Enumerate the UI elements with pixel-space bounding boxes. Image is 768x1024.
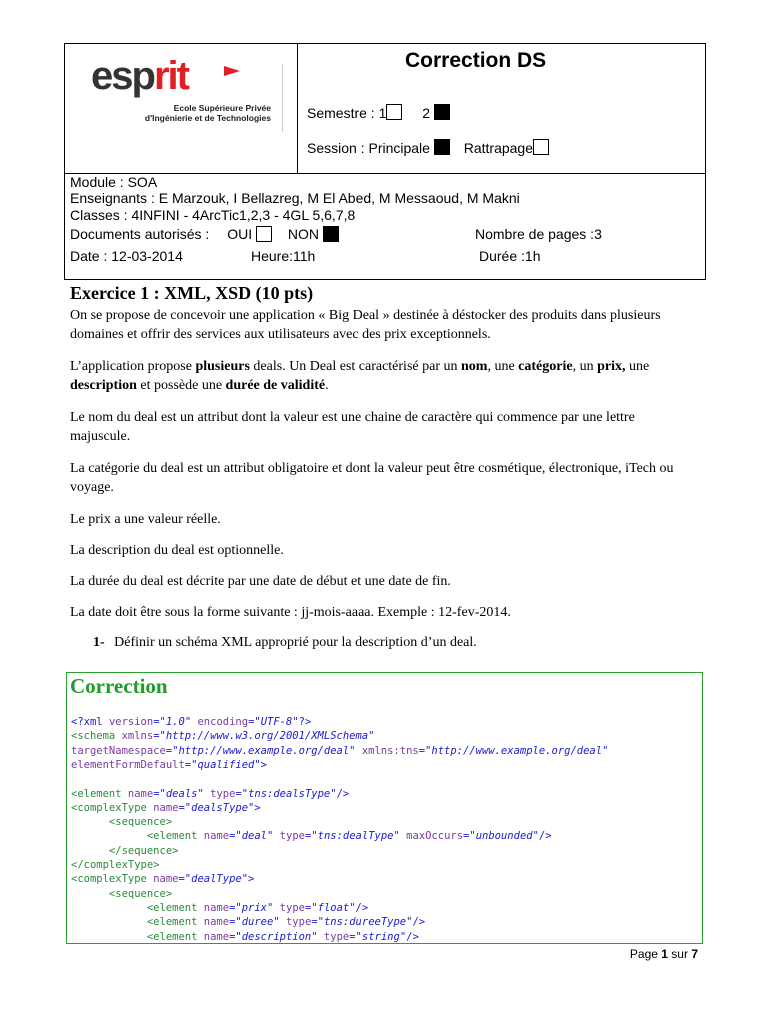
code-token: unbounded: [475, 830, 533, 843]
semestre-2-checkbox: [434, 104, 450, 120]
question-1: [93, 635, 477, 651]
code-line: [71, 915, 425, 929]
logo-rule: [282, 64, 283, 132]
code-token: ": [184, 716, 198, 728]
header-divider: [297, 44, 298, 173]
code-token: =": [229, 930, 242, 943]
heure-field: Heure:11h: [251, 248, 316, 264]
code-token: =": [229, 916, 242, 929]
code-token: "/>: [330, 787, 350, 800]
code-token: <element: [71, 787, 128, 800]
code-token: =": [229, 830, 242, 843]
code-line: [71, 815, 172, 829]
code-token: type: [323, 930, 350, 943]
code-token: ": [267, 901, 280, 914]
code-line: [71, 729, 374, 743]
code-token: <sequence>: [71, 887, 173, 900]
documents-row: [70, 226, 339, 242]
code-token: =": [304, 830, 318, 843]
page-footer: Page 1 sur 7: [629, 947, 698, 961]
code-token: name: [203, 930, 230, 943]
document-title: Correction DS: [405, 49, 547, 72]
oui-checkbox: [256, 226, 272, 242]
code-token: "?>: [292, 716, 312, 728]
document-header: [64, 43, 706, 280]
correction-box: [66, 672, 703, 944]
session-principale-checkbox: [434, 139, 450, 155]
semestre-1-checkbox: [386, 104, 402, 120]
code-token: name: [203, 916, 230, 929]
code-line: [71, 887, 172, 901]
code-token: duree: [241, 916, 274, 929]
code-token: http://www.w3.org/2001/XMLSchema: [165, 730, 369, 743]
code-token: description: [241, 930, 312, 943]
question-text: Définir un schéma XML approprié pour la description d’un deal.: [114, 635, 477, 650]
code-token: tns:dureeType: [323, 916, 407, 929]
session-row: [307, 139, 549, 156]
code-line: [71, 758, 267, 772]
code-token: "/>: [532, 830, 552, 843]
logo-flag-icon: [224, 66, 240, 76]
code-token: deal: [241, 830, 268, 843]
page-number: 1: [661, 947, 668, 961]
exercise-title: Exercice 1 : XML, XSD (10 pts): [70, 283, 314, 303]
code-token: <?xml: [71, 716, 109, 728]
code-token: qualified: [197, 758, 255, 771]
code-token: encoding: [197, 716, 249, 728]
session-principale-label: Session : Principale: [307, 140, 430, 156]
code-token: ": [393, 830, 407, 843]
enseignants-line: Enseignants : E Marzouk, I Bellazreg, M El Abed, M Messaoud, M Makni: [70, 190, 520, 206]
code-line: [71, 930, 419, 944]
esprit-logo: [91, 52, 291, 132]
code-token: name: [203, 901, 230, 914]
code-line: [71, 744, 608, 758]
code-line: [71, 844, 178, 858]
code-token: =": [165, 744, 179, 757]
code-token: prix: [241, 901, 268, 914]
code-token: float: [317, 901, 350, 914]
code-token: http://www.example.org/deal: [178, 744, 350, 757]
code-token: </complexType>: [71, 859, 160, 871]
correction-title: Correction: [70, 674, 168, 698]
paragraph-deal-attributes: L’application propose plusieurs deals. Un Deal est caractérisé par un nom, une catégorie, un prix, une description et possède une durée de validité.: [70, 359, 650, 393]
code-token: <complexType: [71, 801, 154, 814]
semestre-row: [307, 104, 450, 121]
code-token: =": [178, 801, 192, 814]
code-token: ": [368, 730, 375, 743]
code-token: =": [178, 873, 192, 886]
rattrapage-checkbox: [533, 139, 549, 155]
semestre-2-label: 2: [422, 105, 431, 121]
paragraph-duree: La durée du deal est décrite par une date de début et une date de fin.: [70, 574, 451, 589]
code-token: deals: [165, 787, 198, 800]
code-token: type: [279, 901, 305, 914]
module-line: Module : SOA: [70, 174, 158, 190]
code-token: maxOccurs: [406, 830, 464, 843]
code-token: 1.0: [165, 716, 185, 728]
code-line: [71, 715, 311, 729]
page-total: 7: [691, 947, 698, 961]
code-token: =": [418, 744, 432, 757]
code-token: version: [108, 716, 154, 728]
code-token: name: [127, 787, 154, 800]
code-token: name: [153, 873, 179, 886]
code-token: xmlns:tns: [361, 744, 419, 757]
paragraph-nom: Le nom du deal est un attribut dont la valeur est une chaine de caractère qui commence par une lettre majuscule.: [70, 410, 635, 444]
code-token: <schema: [71, 730, 122, 743]
code-token: xmlns: [121, 730, 154, 743]
code-token: ": [197, 787, 211, 800]
logo-word-accent: rit: [153, 54, 188, 98]
code-token: tns:dealsType: [248, 787, 331, 800]
code-token: =": [153, 787, 166, 800]
code-token: UTF-8: [260, 716, 293, 728]
code-token: "/>: [399, 930, 419, 943]
question-number: 1-: [93, 635, 105, 650]
logo-word-main: esp: [91, 54, 154, 98]
code-token: tns:dealType: [317, 830, 394, 843]
code-token: dealType: [191, 873, 242, 886]
code-token: =": [153, 716, 166, 728]
code-line: [71, 858, 160, 872]
code-line: [71, 801, 261, 815]
code-token: ">: [254, 758, 268, 771]
code-line: [71, 901, 368, 915]
code-token: string: [361, 930, 400, 943]
code-token: =": [235, 787, 249, 800]
oui-label: OUI: [227, 226, 253, 242]
code-token: ": [349, 744, 362, 757]
code-token: =": [311, 916, 324, 929]
code-token: http://www.example.org/deal: [431, 744, 603, 757]
non-checkbox: [323, 226, 339, 242]
non-label: NON: [287, 226, 319, 242]
code-token: type: [279, 830, 305, 843]
documents-label: Documents autorisés :: [70, 226, 210, 242]
code-token: <complexType: [71, 873, 154, 886]
date-field: Date : 12-03-2014: [70, 248, 183, 264]
code-line: [71, 829, 552, 843]
code-token: ">: [241, 873, 255, 886]
paragraph-description: La description du deal est optionnelle.: [70, 543, 284, 558]
code-token: ": [602, 744, 609, 757]
code-token: ": [267, 830, 280, 843]
code-token: "/>: [406, 916, 426, 929]
code-token: =": [184, 758, 198, 771]
code-token: =": [153, 730, 166, 743]
code-token: </sequence>: [71, 844, 179, 857]
code-token: =": [349, 930, 362, 943]
code-token: =": [463, 830, 476, 843]
code-token: =": [229, 901, 242, 914]
code-token: =": [304, 901, 318, 914]
pages-count: Nombre de pages :3: [475, 226, 602, 242]
paragraph-date-format: La date doit être sous la forme suivante : jj-mois-aaaa. Exemple : 12-fev-2014.: [70, 605, 511, 620]
classes-line: Classes : 4INFINI - 4ArcTic1,2,3 - 4GL 5,6,7,8: [70, 207, 356, 223]
code-token: name: [153, 801, 179, 814]
code-token: <element: [71, 901, 204, 914]
header-separator: [65, 173, 705, 174]
code-token: <sequence>: [71, 816, 173, 829]
code-token: dealsType: [191, 801, 249, 814]
code-token: name: [203, 830, 230, 843]
code-token: type: [285, 916, 312, 929]
code-token: <element: [71, 916, 204, 929]
paragraph-intro: On se propose de concevoir une application « Big Deal » destinée à déstocker des produits dans plusieurs domaines et offrir des services aux utilisateurs avec des prix exceptionnels.: [70, 308, 661, 342]
code-token: type: [210, 787, 236, 800]
logo-subtitle-1: Ecole Supérieure Privée: [173, 103, 271, 113]
logo-subtitle-2: d'Ingénierie et de Technologies: [144, 113, 271, 123]
code-line: [71, 787, 349, 801]
code-line: [71, 772, 77, 786]
code-token: elementFormDefault: [71, 758, 185, 771]
code-token: ": [273, 916, 286, 929]
code-token: =": [248, 716, 261, 728]
code-token: <element: [71, 930, 204, 943]
paragraph-prix: Le prix a une valeur réelle.: [70, 512, 221, 527]
code-token: "/>: [349, 901, 369, 914]
code-token: targetNamespace: [71, 744, 166, 757]
semestre-label: Semestre : 1: [307, 105, 387, 121]
paragraph-categorie: La catégorie du deal est un attribut obligatoire et dont la valeur peut être cosmétique, électronique, iTech ou voyage.: [70, 461, 674, 495]
code-token: <element: [71, 830, 204, 843]
rattrapage-label: Rattrapage: [463, 140, 534, 156]
code-token: ">: [248, 801, 261, 814]
code-line: [71, 872, 254, 886]
code-token: ": [311, 930, 324, 943]
duree-field: Durée :1h: [479, 248, 541, 264]
